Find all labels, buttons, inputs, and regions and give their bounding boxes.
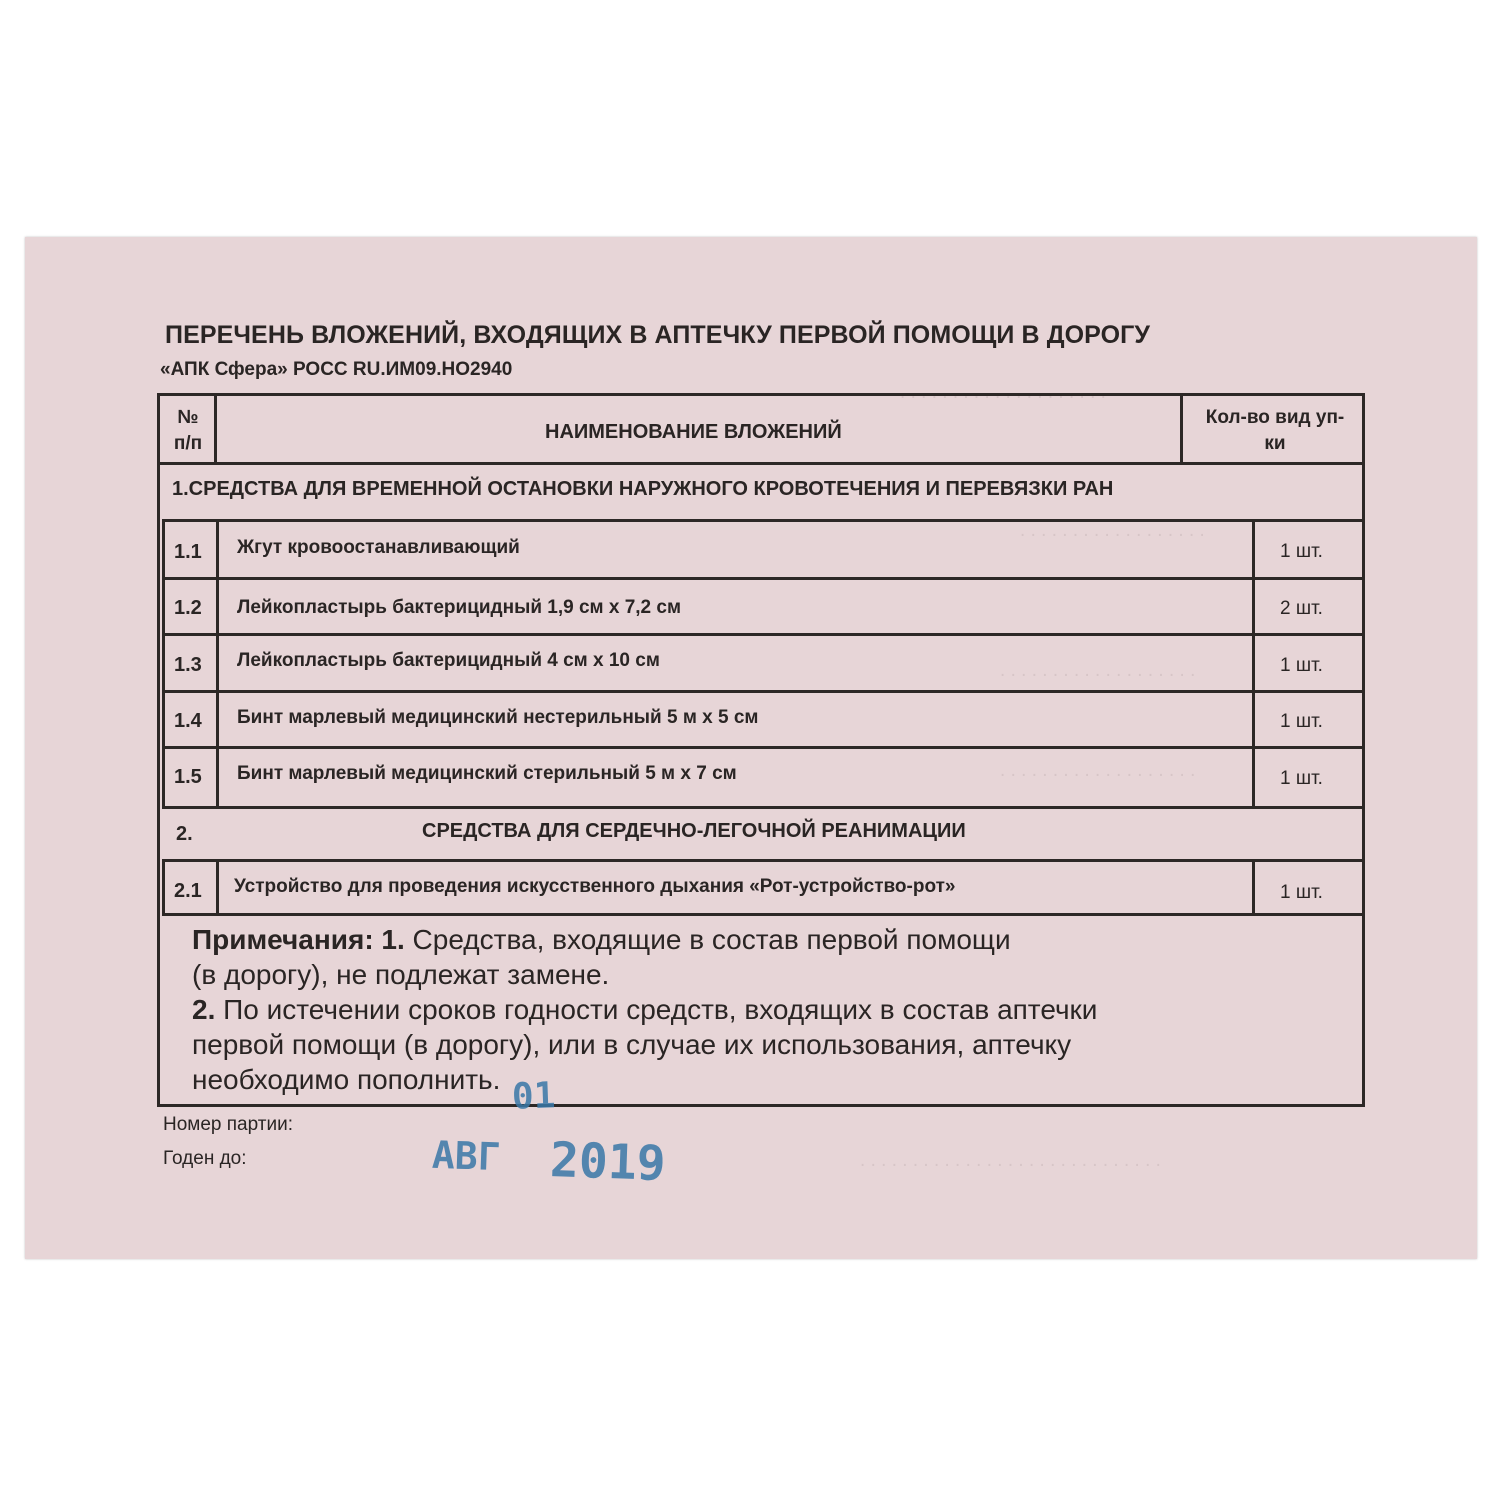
- table-divider: [216, 859, 219, 916]
- notes-item-number: 2.: [192, 994, 216, 1025]
- table-divider: [163, 806, 1364, 809]
- row-name: Бинт марлевый медицинский стерильный 5 м х 7 см: [237, 763, 737, 784]
- certificate-number: «АПК Сфера» РОСС RU.ИМ09.НО2940: [160, 359, 513, 380]
- table-divider: [163, 577, 1364, 580]
- table-divider: [163, 519, 1364, 522]
- row-number: 1.2: [174, 597, 202, 619]
- document-title: ПЕРЕЧЕНЬ ВЛОЖЕНИЙ, ВХОДЯЩИХ В АПТЕЧКУ ПЕРВОЙ ПОМОЩИ В ДОРОГУ: [165, 321, 1151, 349]
- notes-line: первой помощи (в дорогу), или в случае их использования, аптечку: [192, 1029, 1072, 1060]
- row-name: Устройство для проведения искусственного дыхания «Рот-устройство-рот»: [234, 876, 956, 897]
- table-divider: [163, 690, 1364, 693]
- table-divider: [162, 859, 165, 916]
- table-divider: [1180, 394, 1183, 463]
- header-quantity: Кол-во вид уп-ки: [1205, 407, 1345, 454]
- row-quantity: 1 шт.: [1280, 655, 1323, 676]
- notes-line: необходимо пополнить.: [192, 1064, 501, 1095]
- table-divider: [162, 519, 165, 809]
- row-name: Жгут кровоостанавливающий: [237, 537, 520, 558]
- table-divider: [163, 913, 1364, 916]
- table-divider: [163, 746, 1364, 749]
- notes-block: [192, 922, 1342, 1097]
- notes-line: (в дорогу), не подлежат замене.: [192, 959, 610, 990]
- row-quantity: 1 шт.: [1280, 768, 1323, 789]
- row-name: Лейкопластырь бактерицидный 4 см х 10 см: [237, 650, 660, 671]
- table-divider: [163, 859, 1364, 862]
- header-number: № п/п: [173, 407, 203, 454]
- expiry-year-stamp: 2019: [549, 1132, 667, 1192]
- row-quantity: 1 шт.: [1280, 541, 1323, 562]
- row-quantity: 1 шт.: [1280, 882, 1323, 903]
- table-divider: [1252, 519, 1255, 809]
- table-divider: [214, 394, 217, 463]
- table-divider: [163, 633, 1364, 636]
- row-name: Лейкопластырь бактерицидный 1,9 см х 7,2 см: [237, 597, 682, 618]
- row-quantity: 2 шт.: [1280, 598, 1323, 619]
- batch-number-label: Номер партии:: [163, 1114, 293, 1135]
- notes-line: 2. По истечении сроков годности средств, входящих в состав аптечки: [192, 994, 1098, 1025]
- row-name: Бинт марлевый медицинский нестерильный 5 м х 5 см: [237, 707, 759, 728]
- section-1-title: 1.СРЕДСТВА ДЛЯ ВРЕМЕННОЙ ОСТАНОВКИ НАРУЖНОГО КРОВОТЕЧЕНИЯ И ПЕРЕВЯЗКИ РАН: [172, 478, 1114, 500]
- row-number: 1.1: [174, 541, 202, 563]
- expiry-date-label: Годен до:: [163, 1148, 247, 1169]
- table-divider: [158, 462, 1364, 465]
- notes-label: Примечания: 1.: [192, 924, 405, 955]
- header-name: НАИМЕНОВАНИЕ ВЛОЖЕНИЙ: [545, 421, 842, 443]
- row-number: 1.3: [174, 654, 202, 676]
- batch-stamp: 01: [511, 1075, 557, 1118]
- table-divider: [1252, 859, 1255, 916]
- row-quantity: 1 шт.: [1280, 711, 1323, 732]
- notes-line: Примечания: 1. Средства, входящие в состав первой помощи: [192, 924, 1011, 955]
- row-number: 2.1: [174, 880, 202, 902]
- row-number: 1.5: [174, 766, 202, 788]
- expiry-month-stamp: АВГ: [431, 1132, 502, 1180]
- row-number: 1.4: [174, 710, 202, 732]
- section-2-number: 2.: [176, 823, 193, 845]
- table-divider: [216, 519, 219, 809]
- section-2-title: СРЕДСТВА ДЛЯ СЕРДЕЧНО-ЛЕГОЧНОЙ РЕАНИМАЦИИ: [422, 820, 966, 842]
